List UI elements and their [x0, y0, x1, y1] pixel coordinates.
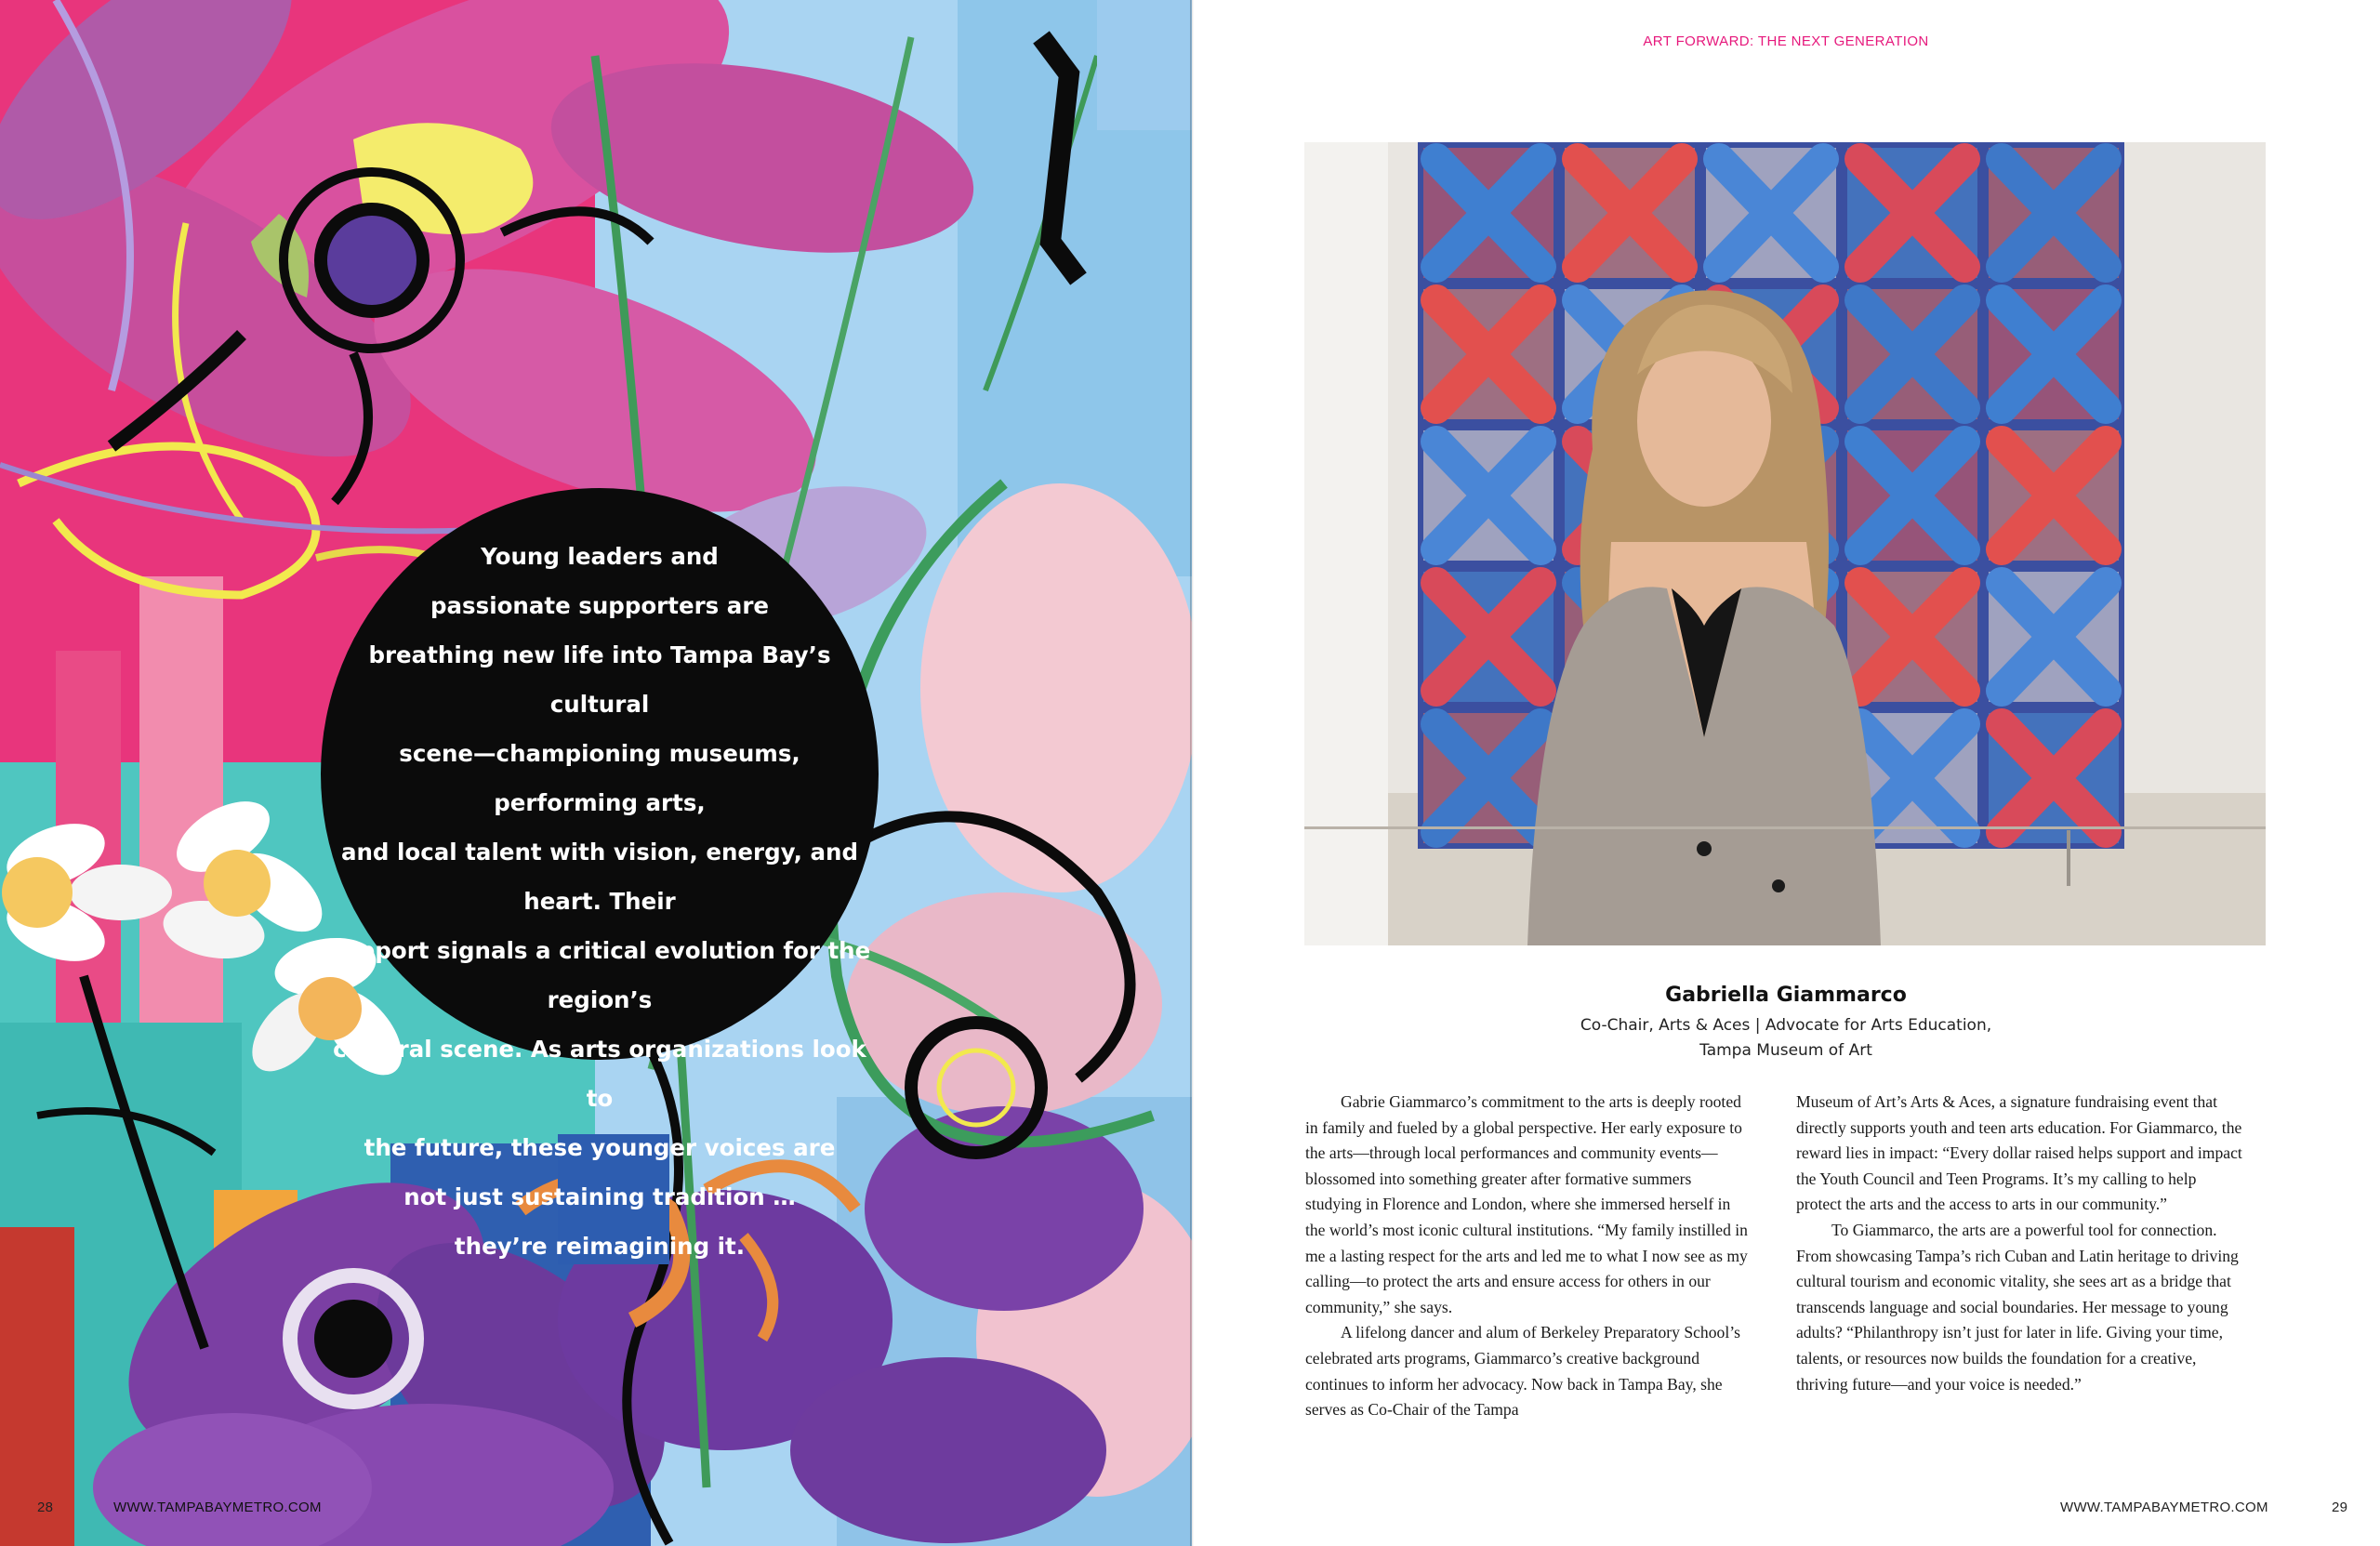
right-page — [1192, 0, 2380, 1546]
article-column-right — [1796, 1090, 2242, 1397]
intro-line: passionate supporters are — [430, 592, 770, 619]
article-paragraph: To Giammarco, the arts are a powerful tool for connection. From showcasing Tampa’s rich Cuban and Latin heritage to driving cultural tourism and economic vitality, she sees art as a bridge that transcends language and social boundaries. Her message to young adults? “Philanthropy isn’t just for later in life. Giving your time, talents, or resources now builds the foundation for a creative, thriving future—and your voice is needed.” — [1796, 1220, 2239, 1394]
left-page-number: 28 — [37, 1500, 54, 1515]
article-paragraph: A lifelong dancer and alum of Berkeley Preparatory School’s celebrated arts programs, Giammarco’s creative background continues to inform her advocacy. Now back in Tampa Bay, she serves as Co-Chair of the Tampa — [1305, 1323, 1740, 1420]
intro-callout-text — [325, 532, 874, 1271]
article-paragraph: Gabrie Giammarco’s commitment to the arts is deeply rooted in family and fueled by a global perspective. Her early exposure to the arts—through local performances and community events—blossomed into something greater after formative summers studying in Florence and London, where she immersed herself in the world’s most iconic cultural institutions. “My family instilled in me a lasting respect for the arts and led me to what I now see as my calling—to protect the arts and ensure access for others in our community,” she says. — [1305, 1092, 1748, 1316]
section-kicker: ART FORWARD: THE NEXT GENERATION — [1643, 33, 1929, 49]
right-page-number: 29 — [2332, 1500, 2348, 1515]
intro-line: scene—championing museums, performing arts, — [399, 740, 800, 816]
intro-line: not just sustaining tradition … — [403, 1183, 796, 1210]
portrait-photo — [1304, 142, 2266, 945]
intro-line: and local talent with vision, energy, and heart. Their — [340, 839, 859, 915]
left-site-url[interactable]: WWW.TAMPABAYMETRO.COM — [113, 1500, 322, 1515]
intro-line: cultural scene. As arts organizations look to — [333, 1036, 866, 1112]
intro-line: breathing new life into Tampa Bay’s cultural — [368, 641, 831, 718]
profile-name: Gabriella Giammarco — [1665, 984, 1907, 1007]
article-paragraph: Museum of Art’s Arts & Aces, a signature fundraising event that directly supports youth and teen arts education. For Giammarco, the reward lies in impact: “Every dollar raised helps support and impact the Youth Council and Teen Programs. It’s my calling to help protect the arts and the access to arts in our community.” — [1796, 1092, 2242, 1214]
spread-gutter — [1190, 0, 1194, 1546]
intro-line: the future, these younger voices are — [364, 1134, 836, 1161]
intro-line: they’re reimagining it. — [454, 1233, 746, 1260]
article-column-left — [1305, 1090, 1752, 1423]
profile-title-line1: Co-Chair, Arts & Aces | Advocate for Arts Education, — [1580, 1016, 1992, 1035]
intro-line: support signals a critical evolution for the region’s — [328, 937, 871, 1013]
intro-line: Young leaders and — [481, 543, 719, 570]
right-site-url[interactable]: WWW.TAMPABAYMETRO.COM — [2060, 1500, 2268, 1515]
profile-title-line2: Tampa Museum of Art — [1699, 1041, 1872, 1060]
